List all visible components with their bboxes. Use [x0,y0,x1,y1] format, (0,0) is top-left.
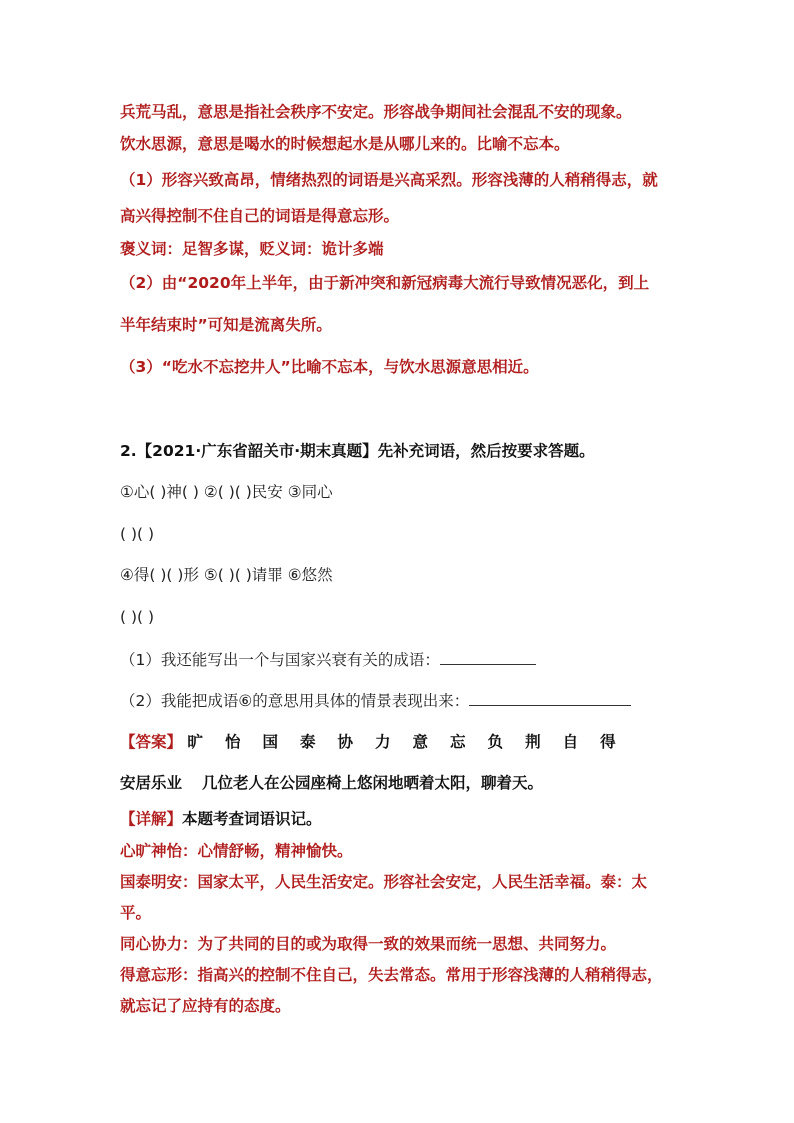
fill-row: ( )( ) [120,525,155,543]
answer-char: 自 [562,733,579,751]
answer-char: 怡 [224,733,241,751]
fill-row: ①心( )神( ) ②( )( )民安 ③同心 [120,483,333,501]
explain-line: 国泰明安：国家太平，人民生活安定。形容社会安定，人民生活幸福。泰：太 [120,873,648,891]
text-line: 饮水思源，意思是喝水的时候想起水是从哪儿来的。比喻不忘本。 [120,135,570,153]
text-line: 半年结束时”可知是流离失所。 [120,316,332,334]
answer-line-2 [120,772,543,794]
text-line: 高兴得控制不住自己的词语是得意忘形。 [120,207,400,225]
answer-char: 意 [412,733,429,751]
answer-char: 协 [337,733,353,751]
answer-char: 荆 [525,733,541,751]
explain-intro-line [120,808,322,830]
answer-tag: 【答案】 [120,733,183,751]
answer-char: 国 [262,733,278,751]
explain-line: 心旷神怡：心情舒畅，精神愉快。 [120,842,353,860]
answer-char: 泰 [299,733,316,751]
sub-question-label: （1）我还能写出一个与国家兴衰有关的成语： [120,651,440,669]
answer-char: 得 [600,733,616,751]
explain-intro: 本题考查词语识记。 [182,810,322,828]
answer-idiom: 安居乐业 [120,774,183,792]
sub-question-2 [120,689,631,712]
answer-scene: 几位老人在公园座椅上悠闲地晒着太阳，聊着天。 [202,774,544,792]
explain-line: 得意忘形：指高兴的控制不住自己，失去常态。常用于形容浅薄的人稍稍得志， [120,966,663,984]
question-title: 2.【2021·广东省韶关市·期末真题】先补充词语，然后按要求答题。 [120,442,595,460]
answer-char: 力 [375,733,391,751]
explain-line: 平。 [120,904,152,922]
answer-blank[interactable] [440,648,536,665]
sub-question-label: （2）我能把成语⑥的意思用具体的情景表现出来： [120,692,470,710]
fill-row: ( )( ) [120,608,155,626]
fill-row: ④得( )( )形 ⑤( )( )请罪 ⑥悠然 [120,566,333,584]
explain-line: 就忘记了应持有的态度。 [120,997,291,1015]
answer-chars [182,733,616,751]
text-line: （3）“吃水不忘挖井人”比喻不忘本，与饮水思源意思相近。 [120,358,539,376]
answer-blank[interactable] [469,689,631,706]
answer-line [120,731,616,753]
explain-tag: 【详解】 [120,810,183,828]
text-line: （1）形容兴致高昂，情绪热烈的词语是兴高采烈。形容浅薄的人稍稍得志，就 [120,171,658,189]
answer-char: 旷 [187,733,203,751]
text-line: 兵荒马乱，意思是指社会秩序不安定。形容战争期间社会混乱不安的现象。 [120,103,632,121]
text-line: （2）由“2020年上半年，由于新冲突和新冠病毒大流行导致情况恶化，到上 [120,274,650,292]
answer-char: 忘 [450,733,466,751]
sub-question-1 [120,648,536,671]
answer-char: 负 [487,733,504,751]
text-line: 褒义词：足智多谋，贬义词：诡计多端 [120,240,384,258]
explain-line: 同心协力：为了共同的目的或为取得一致的效果而统一思想、共同努力。 [120,935,617,953]
